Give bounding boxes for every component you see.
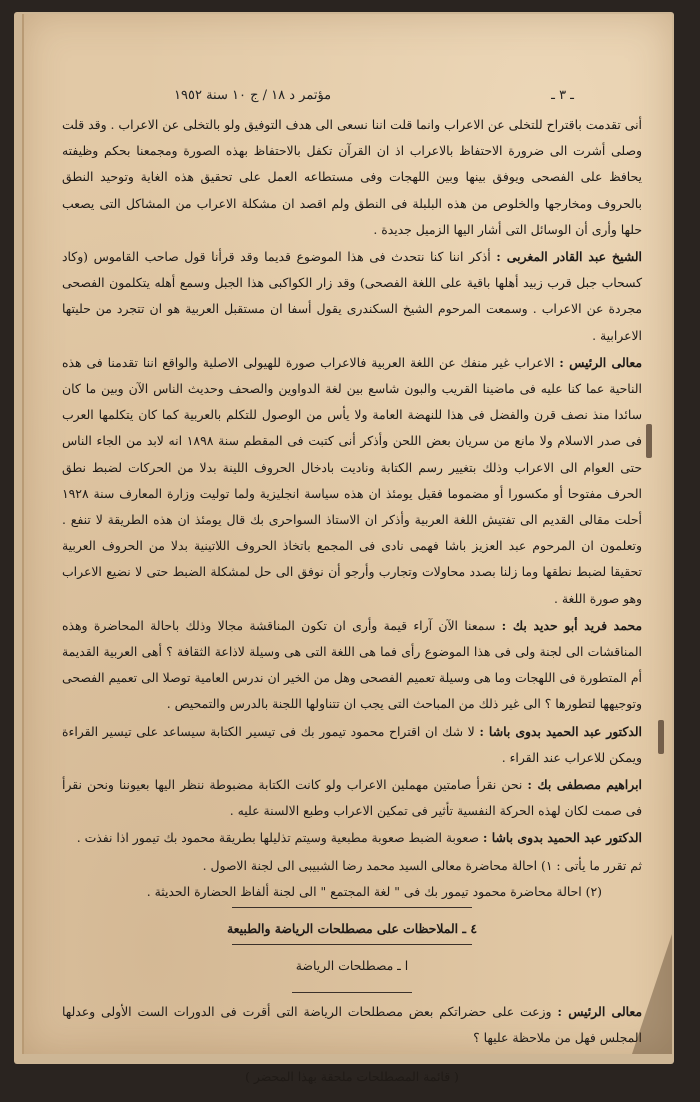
speaker-name: معالى الرئيس : [557, 1003, 643, 1019]
speech-badawi-1 [62, 719, 642, 771]
decision-item-2: (٢) احالة محاضرة محمود تيمور بك فى " لغة المجتمع " الى لجنة ألفاظ الحضارة الحديثة . [146, 883, 602, 899]
section-title-underline [232, 944, 472, 945]
binding-mark-upper [646, 424, 652, 458]
page-header [174, 84, 574, 106]
section-title: ٤ ـ الملاحظات على مصطلحات الرياضة والطبيعة [226, 921, 478, 937]
binding-mark-lower [658, 720, 664, 754]
speaker-name: معالى الرئيس : [559, 354, 642, 370]
speech-text: صعوبة الضبط صعوبة مطبعية وسيتم تذليلها بطريقة محمود بك تيمور اذا نفذت . [76, 830, 479, 846]
speech-text: سمعنا الآن آراء قيمة وأرى ان تكون المناقشة مجالا وذلك باحالة المحاضرة وهذه المناقشات الى لجنة ولى فى هذا الموضوع رأى فما هى اللغة التى هى وسيلة لاذاعة الثقافة ؟ أهى العربية القديمة أم المتطورة فى اللهجات وما هى وسيلة تعميم الفصحى وهل من الخير ان ندرس العامية توصلا الى تعميم الفصحى وتوجيهها لتطورها ؟ الى غير ذلك من المباحث التى يجب ان تتناولها اللجنة بالدرس والتمحيص . [62, 617, 642, 712]
speech-abu-hadid [62, 613, 642, 718]
header-page-number: ـ ٣ ـ [551, 87, 574, 103]
speaker-name: محمد فريد أبو حديد بك : [501, 617, 642, 633]
speech-text: أذكر اننا كنا نتحدث فى هذا الموضوع قديما وقد قرأنا قول صاحب القاموس (وكاد كسحاب جبل قرب زبيد أهلها باقية على اللغة الفصحى) وقد زار الكواكبى هذا الجبل وسمع أهله يتكلمون الفصحى مجردة عن الاعراب . وسمعت المرحوم الشيخ السكندرى يقول أسفا ان مستقبل العربية هو ان تتجرد من حليتها الاعرابية . [62, 249, 642, 343]
document-page [22, 14, 672, 1084]
subsection-title-underline [292, 992, 412, 993]
document-body [62, 112, 642, 1102]
speech-text: الاعراب غير منفك عن اللغة العربية فالاعراب صورة للهيولى الاصلية والواقع اننا تقدمنا فى هذه الناحية عما كنا عليه فى ماضينا القريب والبون شاسع بين لغة الدواوين والصحف وحديث الناس الآن وبين ما كان سائدا منذ نصف قرن والفضل فى هذا للنهضة العامة ولا يأس من الوصول للتكلم بالعربية كما كان يتكلمها العرب فى صدر الاسلام ولا مانع من سريان بعض اللحن وأذكر أنى كتبت فى المقطم سنة ١٨٩٨ انه لابد من الجاء الناس حتى العوام الى الاعراب وذلك بتغيير رسم الكتابة وناديت بادخال الحروف اللينة بدلا من الحركات لضبط نطق الحرف مفتوحا أو مكسورا أو مضموما فقيل يومئذ ان هذه سياسة انجليزية ولما توليت وزارة المعارف سنة ١٩٢٨ أحلت مقالى القديم الى تفتيش اللغة العربية وأذكر ان الاستاذ السواحرى بك قال يومئذ ان هذه الطريقة لا تنفع . وتعلمون ان المرحوم عبد العزيز باشا فهمى نادى فى المجمع باتخاذ الحروف اللاتينية بدلا من الحروف العربية تحقيقا لضبط نطقها وما زلنا بصدد محاولات وتجارب وأرجو أن نوفق الى حل لمشكلة الضبط حتى لا نضيع الاعراب وهو صورة اللغة . [62, 354, 642, 606]
speaker-name: ابراهيم مصطفى بك : [527, 777, 642, 793]
speech-president [62, 350, 642, 612]
speech-mustafa [62, 772, 642, 824]
page-corner-fold [632, 934, 672, 1054]
subsection-title: ا ـ مصطلحات الرياضة [295, 958, 409, 974]
section-divider-top [232, 907, 472, 908]
header-reference: مؤتمر د ١٨ / ج ١٠ سنة ١٩٥٢ [174, 87, 332, 103]
decision-item-1: ثم تقرر ما يأتى : ١) احالة محاضرة معالى السيد محمد رضا الشبيبى الى لجنة الاصول . [202, 857, 642, 873]
speaker-name: الشيخ عبد القادر المغربى : [496, 249, 642, 265]
speech-text: نحن نقرأ صامتين مهملين الاعراب ولو كانت الكتابة مضبوطة ننظر اليها بعيوننا ونحن نقرأ فى صمت لكان لهذه الحركة النفسية تأثير فى تمكين الاعراب وطبع الالسنة عليه . [62, 777, 642, 819]
speaker-name: الدكتور عبد الحميد بدوى باشا : [482, 830, 642, 846]
speech-text: وزعت على حضراتكم بعض مصطلحات الرياضة التى أقرت فى الدورات الست الأولى وعدلها المجلس فهل من ملاحظة عليها ؟ [62, 1003, 642, 1046]
opening-paragraph: أنى تقدمت باقتراح للتخلى عن الاعراب وانما قلت اننا نسعى الى هدف التوفيق ولو بالتخلى عن الاعراب . وقد قلت وصلى أشرت الى ضرورة الاحتفاظ بالاعراب اذ ان القرآن تكفل بالاحتفاظ بهذه الصورة ومجمعنا بحكم وظيفته يحافظ على الفصحى ويوفق بينها وبين اللهجات وفى مستطاعه العمل على تحقيق هذه الغاية وتوحيد النطق بالحروف ومخارجها والخلوص من هذه البلبلة فى النطق ولم اقصد ان مشكلة الاعراب من المشاكل التى يصعب حلها وأرى أن الوسائل التى أشار اليها الزميل جديدة . [62, 117, 642, 237]
speech-president-final [62, 999, 642, 1051]
speaker-name: الدكتور عبد الحميد بدوى باشا : [479, 723, 642, 739]
appendix-note: ( قائمة المصطلحات ملحقة بهذا المحضر ) [245, 1068, 459, 1084]
speech-badawi-2 [62, 825, 642, 851]
speech-maghribi [62, 244, 642, 349]
speech-text: لا شك ان اقتراح محمود تيمور بك فى تيسير الكتابة سيساعد على تيسير القراءة ويمكن للاعراب عند القراء . [62, 723, 642, 765]
